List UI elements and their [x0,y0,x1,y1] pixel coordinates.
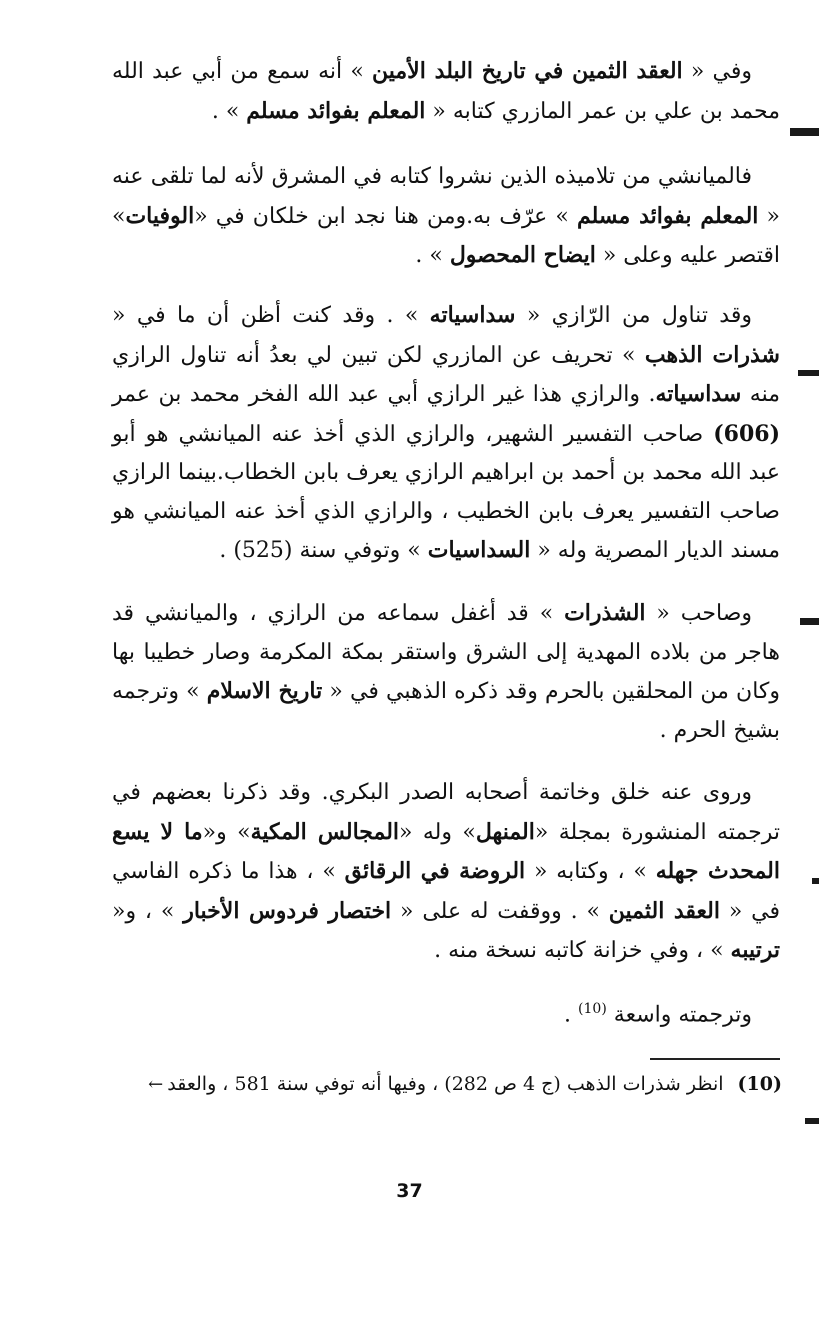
paragraph-5 [112,774,780,971]
text-run: » عرّف به.ومن هنا نجد ابن خلكان في « [194,203,577,229]
bold-title: الشذرات [564,600,646,626]
footnote-text: انظر شذرات الذهب (ج 4 ص 282) ، وفيها أنه توفي سنة 581 ، والعقد [167,1073,724,1095]
text-run: » وله « [399,819,476,845]
bold-title: المجالس المكية [250,818,400,845]
bold-title: (606) [713,420,780,447]
paragraph-6 [112,990,780,1035]
margin-mark [805,1118,819,1124]
text-run: وترجمته واسعة [606,1002,752,1028]
bold-title: السداسيات [427,537,531,563]
text-run: » اقتصر عليه وعلى « [112,203,780,268]
text-run: وروى عنه خلق وخاتمة أصحابه الصدر البكري. وقد ذكرنا بعضهم في ترجمته المنشورة بمجلة « [112,780,781,845]
page-number: 37 [396,1180,423,1202]
bold-title: شذرات الذهب [644,341,780,368]
text-run: » أنه سمع من أبي عبد الله محمد بن علي بن عمر المازري كتابه « [112,59,780,124]
text-run: » . [415,243,450,268]
footnote-reference: (10) [578,1001,607,1017]
text-run: فالميانشي من تلاميذه الذين نشروا كتابه في المشرق لأنه لما تلقى عنه « [112,164,780,229]
footnote-number: (10) [737,1073,782,1095]
text-run: . والرازي هذا غير الرازي أبي عبد الله الفخر محمد بن عمر [112,382,656,407]
bold-title: ايضاح المحصول [449,242,596,268]
bold-title: ما لا يسع المحدث جهله [112,818,780,884]
bold-title: المعلم بفوائد مسلم [577,202,759,229]
bold-title: اختصار فردوس الأخبار [183,897,392,924]
text-run: » . [211,98,247,124]
text-run: وصاحب « [645,601,753,626]
paragraph-3 [112,296,780,571]
bold-title: سداسياته [655,381,742,407]
text-run: » ، و« [112,898,184,924]
text-run: » قد أغفل سماعه من الرازي ، والميانشي قد هاجر من بلاده المهدية إلى الشرق واستقر بمكة المكرمة وصار خطيبا بها وكان من المحلقين بالحرم وقد ذكره الذهبي في « [112,601,780,704]
footnote-separator [650,1058,780,1060]
text-run: » ، وكتابه « [525,859,656,884]
text-run: وفي « [682,59,752,84]
text-run: » . ووقفت له على « [391,898,609,924]
text-run: » ، هذا ما ذكره الفاسي في « [112,859,780,924]
text-run: » وترجمه بشيخ الحرم . [112,679,780,743]
bold-title: المعلم بفوائد مسلم [246,97,426,124]
paragraph-1 [112,52,780,131]
paragraph-4 [112,594,780,750]
text-run: » ، وفي خزانة كاتبه نسخة منه . [434,938,731,963]
bold-title: العقد الثمين في تاريخ البلد الأمين [371,58,683,84]
bold-title: العقد الثمين [608,897,720,924]
margin-mark [798,370,819,376]
bold-title: تاريخ الاسلام [206,678,323,704]
margin-mark [812,878,819,884]
text-run: » وتوفي سنة (525) . [219,538,428,563]
bold-title: ترتيبه [730,937,780,963]
text-run: » . وقد كنت أظن أن ما في « [112,303,430,328]
margin-mark [790,128,819,136]
bold-title: الروضة في الرقائق [344,858,526,884]
text-run: » تحريف عن المازري لكن تبين لي بعدُ أنه تناول الرازي منه [112,342,780,407]
footnote [112,1068,782,1101]
bold-title: المنهل [475,818,535,845]
text-run: » و« [202,819,251,845]
paragraph-2 [112,158,780,276]
text-run: وقد تناول من الرّازي « [515,303,753,328]
margin-mark [800,618,819,625]
text-run: صاحب التفسير الشهير، والرازي الذي أخذ عنه الميانشي هو أبو عبد الله محمد بن أحمد بن ابراهيم الرازي يعرف بابن الخطاب.بينما الرازي صاحب التفسير يعرف بابن الخطيب ، والرازي الذي أخذ عنه الميانشي هو مسند الديار المصرية وله « [112,421,780,563]
text-run: . [564,1002,579,1028]
bold-title: الوفيات [125,202,195,229]
bold-title: سداسياته [429,302,516,328]
continuation-arrow-icon: ← [148,1074,164,1095]
